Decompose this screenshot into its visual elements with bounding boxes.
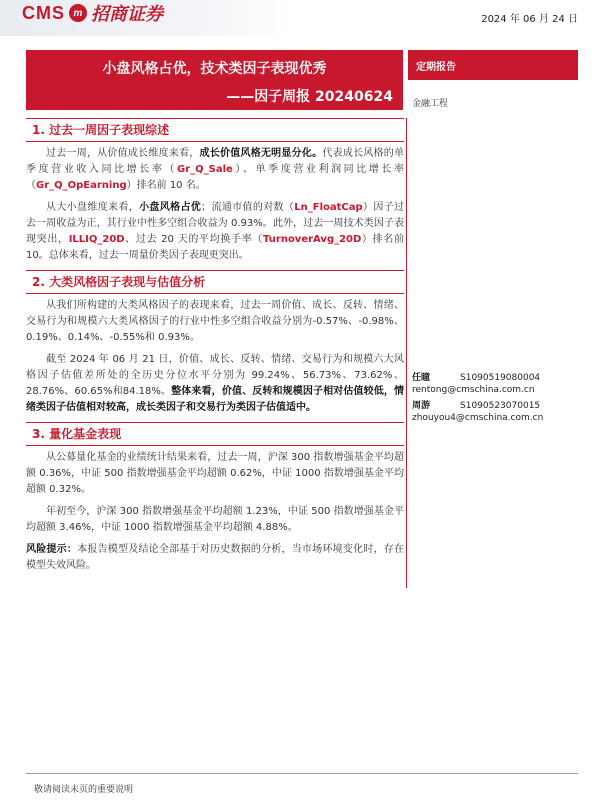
- footer-note: 敬请阅读末页的重要说明: [34, 785, 134, 795]
- report-date: 2024 年 06 月 24 日: [481, 14, 578, 25]
- risk-label: 风险提示：: [26, 544, 78, 555]
- analyst-name: 任瞳: [412, 373, 431, 383]
- section-title-3: 3. 量化基金表现: [26, 422, 404, 446]
- text-run: ；流通市值的对数（: [201, 202, 295, 213]
- analyst-cert: S1090519080004: [460, 373, 541, 383]
- highlight-text: 整体来看，价值、反转和规模因子相对估值较低，情绪类因子估值相对较高，成长类因子和交易行为类因子估值适中。: [26, 386, 405, 413]
- factor-keyword: Ln_FloatCap: [294, 202, 363, 213]
- text-run: 、过去 20 天的平均换手率（: [124, 234, 264, 245]
- footer-divider: [26, 773, 578, 774]
- highlight-text: 小盘风格占优: [139, 202, 202, 213]
- logo-text: CMS: [22, 2, 65, 23]
- cms-logo: [22, 2, 163, 24]
- report-title: 小盘风格占优，技术类因子表现优秀: [102, 61, 327, 77]
- analyst-name: 周游: [412, 401, 431, 411]
- section-3-paragraph-1: 从公募量化基金的业绩统计结果来看，过去一周，沪深 300 指数增强基金平均超额 0.36%，中证 500 指数增强基金平均超额 0.62%，中证 1000 指数增强基金平均超额 0.32%。: [26, 452, 404, 495]
- text-run: ）因子过去一周收益为正，其行业中性多空组合收益为 0.93%。此外，过去一周技术类因子表现突出，: [26, 202, 405, 245]
- analyst-2: [412, 398, 543, 423]
- factor-keyword: ILLIQ_20D: [68, 234, 125, 245]
- text-run: 从大小盘维度来看，: [46, 202, 140, 213]
- section-2-paragraph-2: [26, 352, 404, 416]
- text-run: ）排名前 10 名。: [126, 180, 206, 191]
- risk-warning: [26, 542, 404, 574]
- text-run: 代表成长风格的单季度营业收入同比增长率（: [26, 148, 405, 175]
- text-run: 截至 2024 年 06 月 21 日，价值、成长、反转、情绪、交易行为和规模六大风格因子估值差所处的全历史分位水平分别为 99.24%、56.73%、73.62%、28.76%、60.65%和84.18%。: [26, 354, 404, 397]
- logo-mark-icon: m: [69, 4, 87, 22]
- page-header: [0, 0, 600, 40]
- main-content: [26, 118, 404, 580]
- analyst-email[interactable]: rentong@cmschina.com.cn: [412, 385, 535, 395]
- title-banner: [26, 50, 403, 110]
- text-run: 过去一周，从价值成长维度来看，: [46, 148, 200, 159]
- section-3-paragraph-2: 年初至今，沪深 300 指数增强基金平均超额 1.23%，中证 500 指数增强基金平均超额 3.46%，中证 1000 指数增强基金平均超额 4.88%。: [26, 506, 404, 533]
- report-subtitle: ——因子周报 20240624: [226, 89, 393, 105]
- column-divider: [406, 118, 407, 588]
- section-1-paragraph-2: [26, 200, 404, 264]
- factor-keyword: TurnoverAvg_20D: [263, 234, 362, 245]
- text-run: ）排名前 10。总体来看，过去一周量价类因子表现更突出。: [26, 234, 405, 261]
- section-title-1: 1. 过去一周因子表现综述: [26, 118, 404, 142]
- highlight-text: 成长价值风格无明显分化。: [199, 148, 323, 159]
- report-type-badge: 定期报告: [408, 50, 578, 80]
- risk-text: 本报告模型及结论全部基于对历史数据的分析，当市场环境变化时，存在模型失效风险。: [26, 544, 405, 571]
- logo-name: 招商证券: [91, 4, 163, 24]
- section-1-paragraph-1: [26, 146, 404, 194]
- report-category: 金融工程: [412, 99, 449, 109]
- analyst-cert: S1090523070015: [460, 401, 541, 411]
- analyst-1: [412, 370, 540, 395]
- analyst-email[interactable]: zhouyou4@cmschina.com.cn: [412, 413, 544, 423]
- factor-keyword: Gr_Q_OpEarning: [36, 180, 127, 191]
- section-2-paragraph-1: 从我们所构建的大类风格因子的表现来看，过去一周价值、成长、反转、情绪、交易行为和规模六大类风格因子的行业中性多空组合收益分别为-0.57%、-0.98%、0.19%、0.14%、-0.55%和 0.93%。: [26, 300, 404, 343]
- section-title-2: 2. 大类风格因子表现与估值分析: [26, 270, 404, 294]
- factor-keyword: Gr_Q_Sale: [177, 164, 233, 175]
- text-run: ）、单季度营业利润同比增长率（: [26, 164, 405, 191]
